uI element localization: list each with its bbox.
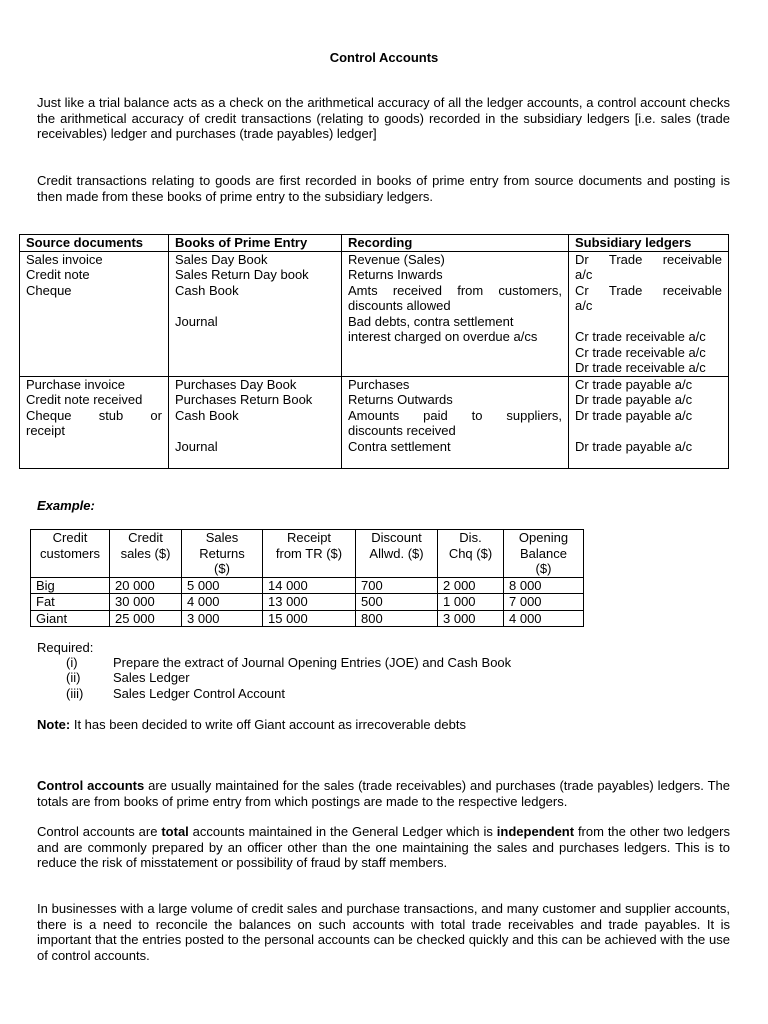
cell-opening-balance: 8 000 <box>504 577 584 594</box>
col-discount-allowed: Discount Allwd. ($) <box>356 530 438 578</box>
intro-paragraph: Just like a trial balance acts as a check on the arithmetical accuracy of all the ledger accounts, a control account checks the arithmetical accuracy of credit transactions (relating to goods) recorded in the subsidiary ledgers [i.e. sales (trade receivables) ledger and purchases (trade payables) ledger] <box>37 95 730 141</box>
page-title: Control Accounts <box>329 50 439 65</box>
col-dishonoured-cheque: Dis. Chq ($) <box>438 530 504 578</box>
sales-recording-cell: Revenue (Sales) Returns Inwards Amts received from customers, discounts allowed Bad debts, contra settlement interest charged on overdue a/cs <box>342 251 569 376</box>
table-row <box>31 610 584 627</box>
cell-opening-balance: 7 000 <box>504 594 584 611</box>
col-credit-customers: Credit customers <box>31 530 110 578</box>
header-books-prime-entry: Books of Prime Entry <box>169 235 342 252</box>
cell-opening-balance: 4 000 <box>504 610 584 627</box>
example-table <box>30 529 584 627</box>
control-accounts-term: Control accounts <box>37 778 145 793</box>
control-accounts-paragraph <box>37 778 730 809</box>
cell-customer: Fat <box>31 594 110 611</box>
cell-discount: 800 <box>356 610 438 627</box>
required-item-number: (i) <box>66 655 78 670</box>
reconcile-paragraph: In businesses with a large volume of credit sales and purchase transactions, and many customer and supplier accounts, there is a need to reconcile the balances on such accounts with total trade receivables and trade payables. It is important that the entries posted to the personal accounts can be checked quickly and this can be achieved with the use of control accounts. <box>37 901 730 963</box>
cell-credit-sales: 20 000 <box>110 577 182 594</box>
cell-dishonoured: 1 000 <box>438 594 504 611</box>
table-row-purchases <box>20 376 729 468</box>
note-text: It has been decided to write off Giant account as irrecoverable debts <box>70 717 466 732</box>
required-item-text: Sales Ledger Control Account <box>113 686 285 701</box>
header-source-documents: Source documents <box>20 235 169 252</box>
cell-sales-returns: 5 000 <box>182 577 263 594</box>
col-opening-balance: Opening Balance ($) <box>504 530 584 578</box>
purchases-source-cell: Purchase invoice Credit note received Cheque stub or receipt <box>20 376 169 468</box>
cell-customer: Big <box>31 577 110 594</box>
col-receipt-from-tr: Receipt from TR ($) <box>263 530 356 578</box>
note-label: Note: <box>37 717 71 732</box>
control-accounts-text: are usually maintained for the sales (trade receivables) and purchases (trade payables) ledgers. The totals are from books of prime entry from which postings are made to the respective ledgers. <box>37 778 730 809</box>
cell-receipt: 13 000 <box>263 594 356 611</box>
credit-transactions-paragraph: Credit transactions relating to goods are first recorded in books of prime entry from source documents and posting is then made from these books of prime entry to the subsidiary ledgers. <box>37 173 730 204</box>
sales-books-cell: Sales Day Book Sales Return Day book Cash Book Journal <box>169 251 342 376</box>
required-item-text: Prepare the extract of Journal Opening Entries (JOE) and Cash Book <box>113 655 512 670</box>
required-item-number: (ii) <box>66 670 81 685</box>
required-item-number: (iii) <box>66 686 84 701</box>
header-subsidiary-ledgers: Subsidiary ledgers <box>569 235 729 252</box>
independent-term: independent <box>496 824 575 839</box>
cell-discount: 700 <box>356 577 438 594</box>
cell-sales-returns: 4 000 <box>182 594 263 611</box>
example-header-row <box>31 530 584 578</box>
cell-dishonoured: 2 000 <box>438 577 504 594</box>
header-recording: Recording <box>342 235 569 252</box>
cell-customer: Giant <box>31 610 110 627</box>
cell-receipt: 15 000 <box>263 610 356 627</box>
table-header-row <box>20 235 729 252</box>
cell-receipt: 14 000 <box>263 577 356 594</box>
cell-credit-sales: 25 000 <box>110 610 182 627</box>
total-term: total <box>161 824 189 839</box>
example-label: Example: <box>37 498 95 513</box>
cell-discount: 500 <box>356 594 438 611</box>
cell-dishonoured: 3 000 <box>438 610 504 627</box>
total-accounts-paragraph: Control accounts are total accounts maintained in the General Ledger which is independent from the other two ledgers and are commonly prepared by an officer other than the one maintaining the sales and purchases ledgers. This is to reduce the risk of misstatement or possibility of fraud by staff members. <box>37 824 730 870</box>
col-credit-sales: Credit sales ($) <box>110 530 182 578</box>
required-item-text: Sales Ledger <box>113 670 190 685</box>
prime-entry-table <box>19 234 729 469</box>
purchases-ledgers-cell: Cr trade payable a/c Dr trade payable a/c Dr trade payable a/c Dr trade payable a/c <box>569 376 729 468</box>
note-line <box>37 717 466 733</box>
cell-sales-returns: 3 000 <box>182 610 263 627</box>
purchases-books-cell: Purchases Day Book Purchases Return Book Cash Book Journal <box>169 376 342 468</box>
sales-source-cell: Sales invoice Credit note Cheque <box>20 251 169 376</box>
col-sales-returns: Sales Returns ($) <box>182 530 263 578</box>
purchases-recording-cell: Purchases Returns Outwards Amounts paid to suppliers, discounts received Contra settlement <box>342 376 569 468</box>
sales-ledgers-cell: Dr Trade receivable a/c Cr Trade receivable a/c Cr trade receivable a/c Cr trade receivable a/c Dr trade receivable a/c <box>569 251 729 376</box>
required-label: Required: <box>37 640 94 655</box>
table-row <box>31 577 584 594</box>
table-row <box>31 594 584 611</box>
table-row-sales <box>20 251 729 376</box>
cell-credit-sales: 30 000 <box>110 594 182 611</box>
